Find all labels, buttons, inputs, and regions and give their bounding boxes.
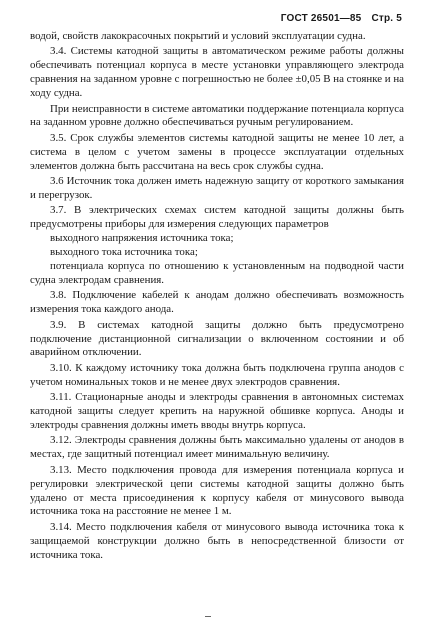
paragraph: 3.5. Срок службы элементов системы катодной защиты не менее 10 лет, а система в целом с учетом замены в процессе эксплуатации отдельных элементов должна быть рассчитана на весь срок службы судна. [30,131,404,172]
paragraph: 3.6 Источник тока должен иметь надежную защиту от короткого замыкания и перегрузок. [30,175,404,201]
page-header [30,8,402,30]
paragraph: 3.9. В системах катодной защиты должно быть предусмотрено подключение дистанционной сигнализации о включенном состоянии и об аварийном отключении. [30,318,404,359]
standard-number: ГОСТ 26501—85 [280,13,362,24]
list-item: потенциала корпуса по отношению к установленным на подводной части судна электродам сравнения. [30,260,404,286]
document-body [30,30,404,563]
paragraph: 3.10. К каждому источнику тока должна быть подключена группа анодов с учетом номинальных токов и не менее двух электродов сравнения. [30,361,404,388]
paragraph: 3.14. Место подключения кабеля от минусового вывода источника тока к защищаемой конструкции должно быть в непосредственной близости от источника тока. [30,520,404,561]
page-footer-mark [205,616,211,617]
paragraph: 3.12. Электроды сравнения должны быть максимально удалены от анодов в местах, где защитный потенциал имеет минимальную величину. [30,434,404,461]
paragraph: водой, свойств лакокрасочных покрытий и условий эксплуатации судна. [30,30,366,42]
page-number: Стр. 5 [371,13,402,24]
paragraph: 3.7. В электрических схемах систем катодной защиты должны быть предусмотрены приборы для измерения следующих параметров [30,204,404,231]
paragraph: 3.11. Стационарные аноды и электроды сравнения в автономных системах катодной защиты следует крепить на наружной обшивке корпуса. Аноды и электроды сравнения должны иметь вводы внутрь корпуса. [30,391,404,431]
paragraph: 3.13. Место подключения провода для измерения потенциала корпуса и регулировки электрической цепи системы катодной защиты должно быть удалено от места присоединения к корпусу кабеля от минусового вывода источника тока на расстояние не менее 1 м. [30,463,404,518]
list-item: выходного тока источника тока; [50,246,198,259]
paragraph: 3.8. Подключение кабелей к анодам должно обеспечивать возможность измерения тока каждого анода. [30,289,404,316]
paragraph: 3.4. Системы катодной защиты в автоматическом режиме работы должны обеспечивать потенциал корпуса в месте установки управляющего электрода сравнения на заданном уровне с погрешностью не более ±0,05 В на стоянке и на ходу судна. [30,45,404,100]
paragraph: При неисправности в системе автоматики поддержание потенциала корпуса на заданном уровне должно обеспечиваться ручным регулированием. [30,102,404,129]
list-item: выходного напряжения источника тока; [50,232,234,245]
